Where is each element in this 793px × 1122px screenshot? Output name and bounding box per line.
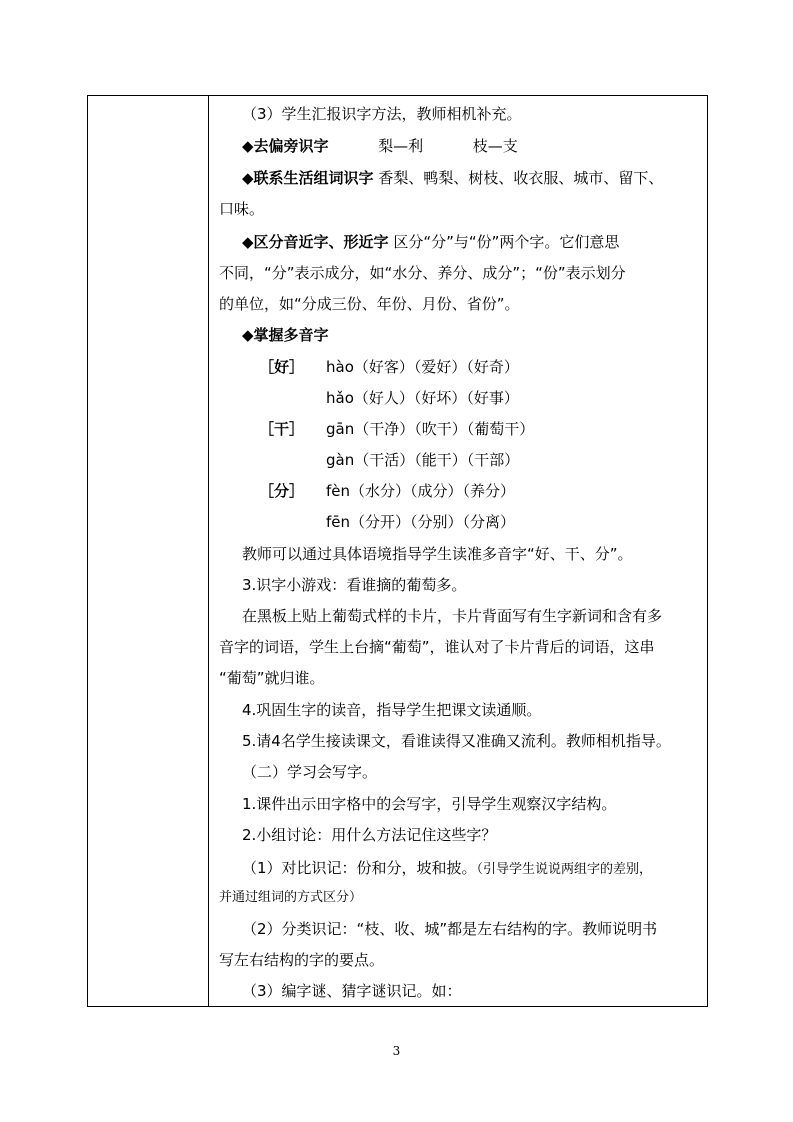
text-line: 3.识字小游戏：看谁摘的葡萄多。	[242, 576, 467, 594]
polyphone-row	[219, 388, 699, 408]
polyphone-readings: fēn（分开）（分别）（分离）	[326, 513, 516, 531]
text-line: 音字的词语，学生上台摘“葡萄”，谁认对了卡片背后的词语，这串	[219, 638, 655, 656]
left-column-cell	[88, 96, 209, 1006]
body-text: 区分“分”与“份”两个字。它们意思	[393, 233, 620, 251]
polyphone-readings: hào（好客）（爱好）（好奇）	[326, 358, 519, 376]
text-line: 4.巩固生字的读音，指导学生把课文读通顺。	[242, 701, 542, 719]
text-line: （3）编字谜、猜字谜识记。如：	[242, 982, 462, 1000]
text-line: 口味。	[219, 200, 265, 218]
text-line: 写左右结构的字的要点。	[219, 951, 385, 969]
text-line: 5.请4名学生接读课文，看谁读得又准确又流利。教师相机指导。	[242, 732, 671, 750]
note-text: 并通过组词的方式区分）	[219, 890, 363, 905]
text-line: 2.小组讨论：用什么方法记住这些字？	[242, 826, 497, 844]
page-number: 3	[392, 1044, 401, 1058]
text-line: 不同，“分”表示成分，如“水分、养分、成分”；“份”表示划分	[219, 264, 626, 282]
word-pair: 梨—利	[378, 137, 424, 155]
polyphone-readings: hǎo（好人）（好坏）（好事）	[326, 389, 519, 407]
section-heading: ◆去偏旁识字	[242, 137, 329, 155]
polyphone-char: ［分］	[259, 482, 305, 500]
text-line: （2）分类识记：“枝、收、城”都是左右结构的字。教师说明书	[242, 920, 658, 938]
text-line: （3）学生汇报识字方法，教师相机补充。	[242, 105, 522, 123]
text-line: 教师可以通过具体语境指导学生读准多音字“好、干、分”。	[242, 545, 633, 563]
text-line	[242, 168, 663, 188]
text-line: （二）学习会写字。	[242, 763, 378, 781]
section-heading: ◆掌握多音字	[242, 326, 329, 344]
polyphone-readings: gān（干净）（吹干）（葡萄干）	[326, 420, 535, 438]
text-line	[242, 858, 652, 880]
text-line	[242, 232, 619, 252]
polyphone-readings: fèn（水分）（成分）（养分）	[326, 482, 516, 500]
text-line	[242, 136, 518, 156]
section-heading: ◆联系生活组词识字	[242, 169, 374, 187]
word-pair: 枝—支	[472, 137, 518, 155]
polyphone-row	[219, 512, 699, 532]
text-line: “葡萄”就归谁。	[219, 669, 325, 687]
body-text: （1）对比识记：份和分，坡和披。	[242, 859, 477, 877]
text-line: 在黑板上贴上葡萄式样的卡片，卡片背面写有生字新词和含有多	[242, 607, 663, 625]
text-line: 的单位，如“分成三份、年份、月份、省份”。	[219, 295, 520, 313]
text-line: 1.课件出示田字格中的会写字，引导学生观察汉字结构。	[242, 795, 617, 813]
section-heading: ◆区分音近字、形近字	[242, 233, 389, 251]
polyphone-row	[219, 450, 699, 470]
polyphone-row	[219, 481, 699, 501]
polyphone-row	[219, 419, 699, 439]
polyphone-char: ［好］	[259, 358, 305, 376]
note-text: （引导学生说说两组字的差别，	[476, 862, 653, 877]
polyphone-char: ［干］	[259, 420, 305, 438]
lesson-table	[87, 95, 708, 1007]
polyphone-row	[219, 357, 699, 377]
polyphone-readings: gàn（干活）（能干）（干部）	[326, 451, 520, 469]
body-text: 香梨、鸭梨、树枝、收衣服、城市、留下、	[378, 169, 664, 187]
